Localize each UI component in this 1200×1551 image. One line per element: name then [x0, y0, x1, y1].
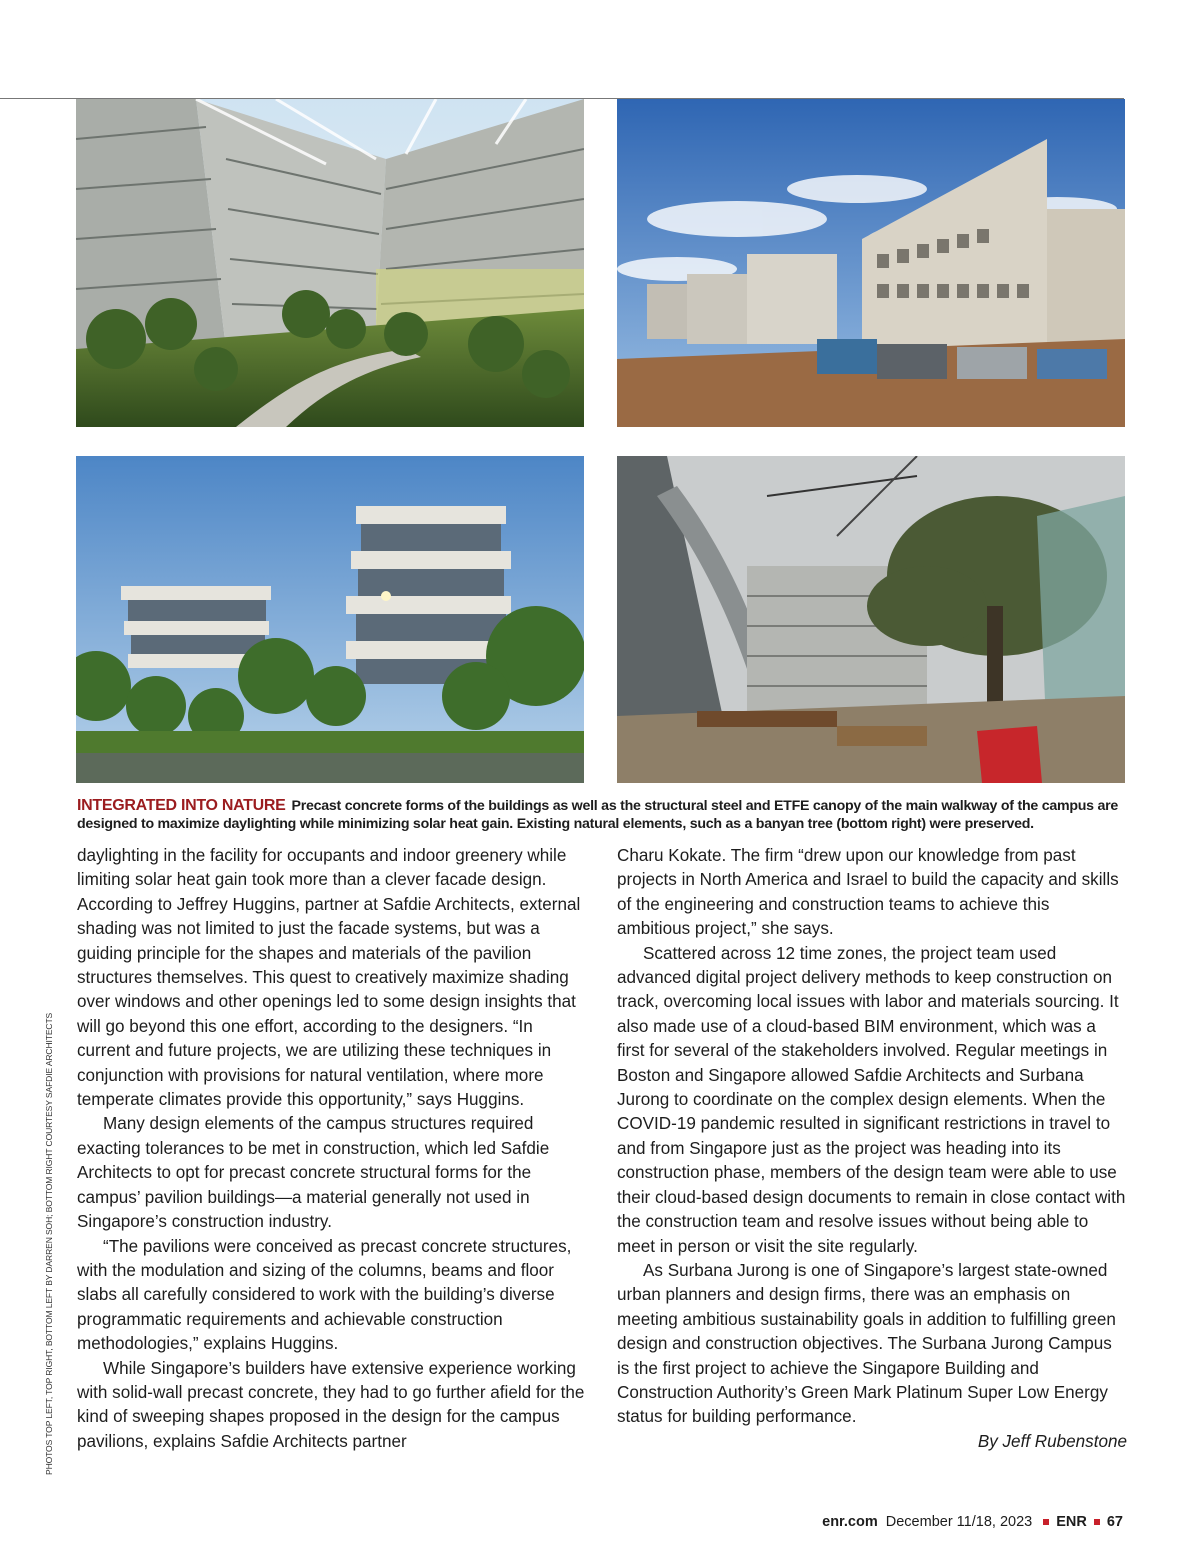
footer-date: December 11/18, 2023 [885, 1514, 1033, 1530]
photo-construction-banyan [617, 456, 1125, 783]
article-paragraph: Many design elements of the campus structures required exacting tolerances to be met in construction, which led Safdie Architects to opt for precast concrete structural forms for the campus’ pavilion buildings—a material generally not used in Singapore’s construction industry. [77, 1114, 550, 1232]
article-paragraph: Charu Kokate. The firm “drew upon our knowledge from past projects in North America and Israel to build the capacity and skills of the engineering and construction teams to achieve this ambitious project,” she says. [617, 846, 1119, 939]
photo-construction-sky [617, 99, 1125, 427]
article-paragraph: “The pavilions were conceived as precast concrete structures, with the modulation and sizing of the columns, beams and floor slabs all carefully considered to work with the building’s diverse programmatic requirements and achievable construction methodologies,” explains Huggins. [77, 1236, 572, 1354]
article-paragraph: As Surbana Jurong is one of Singapore’s largest state-owned urban planners and design firms, there was an emphasis on meeting ambitious sustainability goals in addition to fulfilling green design and construction objectives. The Surbana Jurong Campus is the first project to achieve the Singapore Building and Construction Authority’s Green Mark Platinum Super Low Energy status for building performance. [617, 1260, 1116, 1427]
article-paragraph: daylighting in the facility for occupants and indoor greenery while limiting solar heat gain took more than a clever facade design. According to Jeffrey Huggins, partner at Safdie Architects, external shading was not limited to just the facade systems, but was a guiding principle for the shapes and materials of the pavilion structures themselves. This quest to creatively maximize shading over windows and other openings led to some design insights that will go beyond this one effort, according to the designers. “In current and future projects, we are utilizing these techniques in conjunction with provisions for natural ventilation, where more temperate climates provide this opportunity,” says Huggins. [77, 846, 581, 1110]
caption-text: Precast concrete forms of the buildings as well as the structural steel and ETFE canopy of the main walkway of the campus are designed to maximize daylighting while minimizing solar heat gain. Existing natural elements, such as a banyan tree (bottom right) were preserved. [77, 798, 1119, 832]
footer-separator-square [1094, 1519, 1100, 1525]
article-column-right [617, 844, 1127, 1454]
footer-site: enr.com [822, 1514, 878, 1530]
article-paragraph: While Singapore’s builders have extensive experience working with solid-wall precast concrete, they had to go further afield for the kind of sweeping shapes proposed in the design for the campus pavilions, explains Safdie Architects partner [77, 1358, 585, 1451]
footer-separator-square [1043, 1519, 1049, 1525]
caption-lead: INTEGRATED INTO NATURE [77, 797, 286, 814]
photo-completed-pavilions [76, 456, 584, 783]
byline: By Jeff Rubenstone [977, 1431, 1127, 1451]
photo-caption [77, 797, 1125, 833]
article-column-left [77, 844, 587, 1454]
footer-brand: ENR [1056, 1514, 1087, 1530]
page-number: 67 [1106, 1514, 1123, 1530]
page-footer [822, 1514, 1123, 1530]
photo-atrium [76, 99, 584, 427]
photo-credit: PHOTOS TOP LEFT, TOP RIGHT, BOTTOM LEFT BY DARREN SOH; BOTTOM RIGHT COURTESY SAFDIE ARCHITECTS [44, 1012, 54, 1475]
article-paragraph: Scattered across 12 time zones, the project team used advanced digital project delivery methods to keep construction on track, overcoming local issues with labor and materials sourcing. It also made use of a cloud-based BIM environment, which was a first for several of the stakeholders involved. Regular meetings in Boston and Singapore allowed Safdie Architects and Surbana Jurong to coordinate on the complex design elements. When the COVID-19 pandemic resulted in significant restrictions in travel to and from Singapore just as the project was heading into its construction phase, members of the design team were able to use their cloud-based design documents to remain in close contact with the construction team and resolve issues without being able to meet in person or visit the site regularly. [617, 943, 1126, 1256]
